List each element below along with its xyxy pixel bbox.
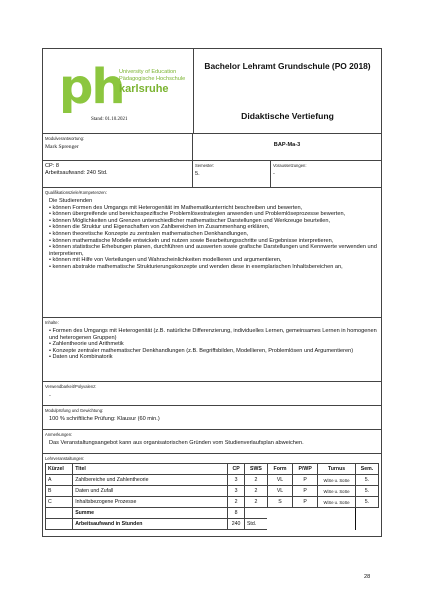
module-frame [42, 48, 382, 537]
goal-item: • können Formen des Umgangs mit Heterogenität im Mathematikunterricht beschreiben und bewerten, [49, 205, 379, 212]
notes-label: Anmerkungen: [45, 432, 73, 437]
table-header [46, 464, 379, 475]
cell-sem: 5. [355, 497, 378, 508]
logo-text [119, 69, 185, 82]
cell-titel: Daten und Zufall [73, 486, 228, 497]
module-sheet [42, 48, 382, 537]
workload-value: Arbeitsaufwand: 240 Std. [45, 169, 108, 176]
cell-sem: 5. [355, 486, 378, 497]
header-sws: SWS [244, 464, 267, 475]
table-row [46, 475, 379, 486]
responsible-label: Modulverantwortung: [45, 136, 85, 141]
content-item: • Konzepte zentraler mathematischer Denkhandlungen (z.B. Begriffsbilden, Modellieren, Problemlösen und Argumentieren) [49, 348, 379, 355]
goal-item: • können mathematische Modelle entwickeln und nutzen sowie Bearbeitungsschritte und Ergebnisse interpretieren, [49, 238, 379, 245]
module-title: Didaktische Vertiefung [241, 111, 334, 121]
notes-section [43, 429, 381, 453]
work-label: Arbeitsaufwand in Stunden [73, 519, 228, 530]
header-pwp: P/WP [293, 464, 318, 475]
goal-item: • können theoretische Konzepte zu zentralen mathematischen Denkhandlungen, [49, 231, 379, 238]
responsible-value: Mark Sprenger [45, 144, 79, 150]
goals-section [43, 187, 381, 317]
work-spacer [267, 519, 355, 530]
logo-line2: Pädagogische Hochschule [119, 75, 186, 82]
goals-intro: Die Studierenden [49, 198, 93, 204]
cell-titel: Zahlbereiche und Zahlentheorie [73, 475, 228, 486]
cell-sws: 2 [244, 486, 267, 497]
goal-item: • können Möglichkeiten und Grenzen unterschiedlicher mathematischer Darstellungen und Werkzeuge beurteilen, [49, 218, 379, 225]
logo-city: karlsruhe [119, 83, 169, 95]
cell-kuerzel: B [46, 486, 73, 497]
header-turnus: Turnus [318, 464, 356, 475]
table-row [46, 486, 379, 497]
sum-cp: 8 [228, 508, 245, 519]
work-value: 240 [228, 519, 245, 530]
cell-kuerzel: C [46, 497, 73, 508]
contents-list [45, 328, 379, 361]
header-sem: Sem. [355, 464, 378, 475]
cell-form: VL [267, 475, 292, 486]
cell-pwp: P [293, 497, 318, 508]
stand-date: Stand: 01.10.2021 [91, 117, 128, 122]
cell-turnus: WiSe u. SoSe [318, 497, 356, 508]
cell-turnus: WiSe u. SoSe [318, 486, 356, 497]
header-form: Form [267, 464, 292, 475]
contents-section [43, 317, 381, 381]
cell-kuerzel: A [46, 475, 73, 486]
cp-value: CP: 8 [45, 163, 59, 169]
header [43, 49, 381, 134]
cell-sem: 5. [355, 475, 378, 486]
workload-row [46, 519, 379, 530]
prereq-label: Voraussetzungen: [273, 163, 307, 168]
exam-section [43, 405, 381, 429]
prereq-cell [271, 161, 381, 187]
content-item: • Zahlentheorie und Arithmetik [49, 341, 379, 348]
cell-cp: 2 [228, 497, 245, 508]
header-kuerzel: Kürzel [46, 464, 73, 475]
cell-cp: 3 [228, 475, 245, 486]
work-empty [46, 519, 73, 530]
notes-value: Das Veranstaltungsangebot kann aus organisatorischen Gründen vom Studienverlaufsplan abweichen. [49, 440, 304, 446]
cell-form: VL [267, 486, 292, 497]
work-marker [355, 519, 378, 530]
goal-item: • können statistische Erhebungen planen, durchführen und auswerten sowie grafische Darstellungen und Kennwerte verwenden und interpretieren, [49, 244, 379, 257]
header-titel: Titel [73, 464, 228, 475]
responsible-cell [43, 134, 193, 160]
goal-item: • können die Struktur und Eigenschaften von Zahlbereichen im Zusammenhang erklären, [49, 224, 379, 231]
courses-table [45, 463, 379, 530]
module-code-cell [193, 134, 381, 160]
semester-value: 5. [195, 171, 200, 177]
courses-label: Lehrveranstaltungen: [45, 456, 85, 461]
cell-form: S [267, 497, 292, 508]
logo-area [43, 49, 194, 133]
page-number: 28 [364, 574, 371, 580]
responsible-row [43, 134, 381, 160]
degree-title: Bachelor Lehramt Grundschule (PO 2018) [204, 61, 371, 71]
cp-cell [43, 161, 193, 187]
header-cp: CP [228, 464, 245, 475]
sum-marker [355, 508, 378, 519]
semester-label: Semester: [195, 163, 215, 168]
sum-spacer [244, 508, 355, 519]
content-item: • Formen des Umgangs mit Heterogenität (z.B. natürliche Differenzierung, individuelles Lernen, gemeinsames Lernen in homogenen und heterogenen Gruppen) [49, 328, 379, 341]
usability-label: Verwendbarkeit/Polyvalenz: [45, 384, 97, 389]
content-item: • Daten und Kombinatorik [49, 354, 379, 361]
contents-label: Inhalte: [45, 320, 59, 325]
cell-pwp: P [293, 486, 318, 497]
semester-cell [193, 161, 271, 187]
cell-cp: 3 [228, 486, 245, 497]
sum-label: Summe [73, 508, 228, 519]
courses-section [43, 453, 381, 536]
goal-item: • können übergreifende und bereichsspezifische Problemlösestrategien anwenden und Problemlöseprozesse bewerten, [49, 211, 379, 218]
cell-sws: 2 [244, 497, 267, 508]
cell-turnus: WiSe u. SoSe [318, 475, 356, 486]
table-row [46, 497, 379, 508]
exam-label: Modulprüfung und Gewichtung: [45, 408, 104, 413]
goals-list [49, 205, 379, 271]
work-unit: Std. [244, 519, 267, 530]
usability-value: - [49, 393, 51, 399]
sum-empty [46, 508, 73, 519]
cell-sws: 2 [244, 475, 267, 486]
meta-row [43, 160, 381, 187]
goal-item: • können mit Hilfe von Verteilungen und Wahrscheinlichkeiten modellieren und argumentieren, [49, 257, 379, 264]
usability-section [43, 381, 381, 405]
goals-body [45, 198, 379, 271]
goal-item: • kennen abstrakte mathematische Strukturierungskonzepte und wenden diese in exemplarischen Inhaltsbereichen an, [49, 264, 379, 271]
module-code: BAP-Ma-3 [273, 142, 301, 148]
goals-label: Qualifikationsziele/Kompetenzen: [45, 190, 107, 195]
ph-logo-mark: ph [59, 59, 124, 115]
prereq-value: - [273, 171, 275, 177]
exam-value: 100 % schriftliche Prüfung: Klausur (60 min.) [49, 416, 160, 422]
cell-titel: Inhaltsbezogene Prozesse [73, 497, 228, 508]
logo-line1: University of Education [119, 69, 177, 75]
title-area [194, 49, 381, 133]
cell-pwp: P [293, 475, 318, 486]
sum-row [46, 508, 379, 519]
